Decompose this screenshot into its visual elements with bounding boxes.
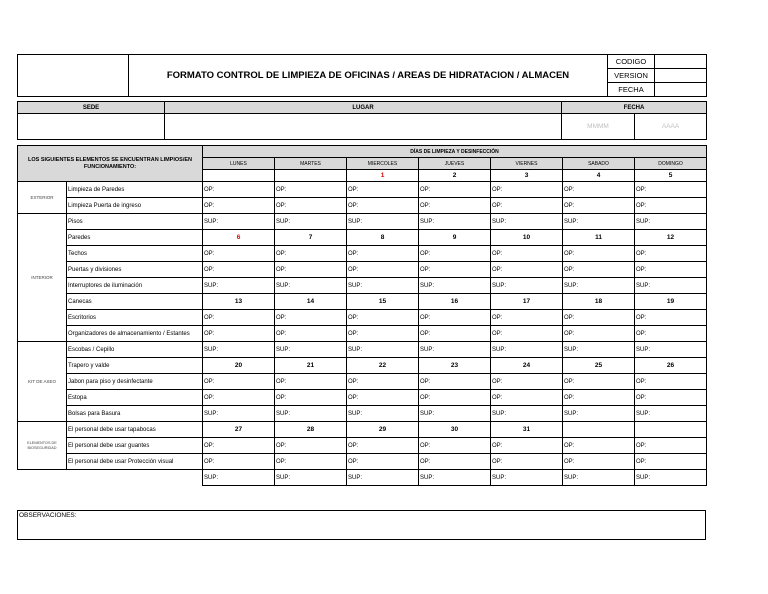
- op-cell[interactable]: OP:: [347, 374, 419, 390]
- sup-cell[interactable]: SUP:: [203, 278, 275, 294]
- op-cell[interactable]: OP:: [347, 310, 419, 326]
- sup-cell[interactable]: SUP:: [491, 406, 563, 422]
- item-label: Jabon para piso y desinfectante: [67, 374, 203, 390]
- op-cell[interactable]: OP:: [419, 262, 491, 278]
- day-number-cell: [635, 422, 707, 438]
- fecha-meta-value[interactable]: [655, 83, 707, 97]
- op-cell[interactable]: OP:: [491, 310, 563, 326]
- sede-header: SEDE: [18, 102, 165, 114]
- op-cell[interactable]: OP:: [491, 454, 563, 470]
- op-cell[interactable]: OP:: [203, 182, 275, 198]
- day-name-2: MIERCOLES: [347, 158, 419, 170]
- item-label: Limpieza Puerta de ingreso: [67, 198, 203, 214]
- item-label: Estopa: [67, 390, 203, 406]
- op-cell[interactable]: OP:: [347, 326, 419, 342]
- op-cell[interactable]: OP:: [419, 326, 491, 342]
- day-number-cell: 5: [635, 170, 707, 182]
- year-field[interactable]: AAAA: [635, 114, 707, 140]
- op-cell[interactable]: OP:: [275, 182, 347, 198]
- day-number-cell: 14: [275, 294, 347, 310]
- category-exterior: EXTERIOR: [18, 182, 67, 214]
- sup-cell[interactable]: SUP:: [563, 470, 635, 486]
- sup-cell[interactable]: SUP:: [491, 214, 563, 230]
- sup-cell[interactable]: SUP:: [275, 470, 347, 486]
- op-cell[interactable]: OP:: [635, 374, 707, 390]
- day-number-cell: 17: [491, 294, 563, 310]
- day-number-cell: 22: [347, 358, 419, 374]
- op-cell[interactable]: OP:: [491, 182, 563, 198]
- day-number-cell: 28: [275, 422, 347, 438]
- op-cell[interactable]: OP:: [635, 310, 707, 326]
- op-cell[interactable]: OP:: [419, 182, 491, 198]
- day-name-1: MARTES: [275, 158, 347, 170]
- day-number-cell: [203, 170, 275, 182]
- sup-cell[interactable]: SUP:: [635, 278, 707, 294]
- lugar-field[interactable]: [165, 114, 562, 140]
- sup-cell[interactable]: SUP:: [275, 214, 347, 230]
- op-cell[interactable]: OP:: [275, 198, 347, 214]
- op-cell[interactable]: OP:: [635, 390, 707, 406]
- days-header: DÍAS DE LIMPIEZA Y DESINFECCIÓN: [203, 146, 707, 158]
- op-cell[interactable]: OP:: [491, 438, 563, 454]
- op-cell[interactable]: OP:: [275, 374, 347, 390]
- sup-cell[interactable]: SUP:: [347, 406, 419, 422]
- day-name-3: JUEVES: [419, 158, 491, 170]
- op-cell[interactable]: OP:: [347, 198, 419, 214]
- day-name-4: VIERNES: [491, 158, 563, 170]
- item-label: El personal debe usar Protección visual: [67, 454, 203, 470]
- version-value[interactable]: [655, 69, 707, 83]
- item-label: Organizadores de almacenamiento / Estantes: [67, 326, 203, 342]
- op-cell[interactable]: OP:: [347, 390, 419, 406]
- sup-cell[interactable]: SUP:: [347, 342, 419, 358]
- op-cell[interactable]: OP:: [563, 246, 635, 262]
- day-number-cell: 16: [419, 294, 491, 310]
- day-number-cell: 26: [635, 358, 707, 374]
- sup-cell[interactable]: SUP:: [491, 278, 563, 294]
- sup-cell[interactable]: SUP:: [347, 470, 419, 486]
- op-cell[interactable]: OP:: [563, 454, 635, 470]
- op-cell[interactable]: OP:: [563, 198, 635, 214]
- op-cell[interactable]: OP:: [275, 390, 347, 406]
- op-cell[interactable]: OP:: [419, 198, 491, 214]
- op-cell[interactable]: OP:: [203, 438, 275, 454]
- day-name-0: LUNES: [203, 158, 275, 170]
- day-number-cell: 12: [635, 230, 707, 246]
- day-number-cell: 30: [419, 422, 491, 438]
- day-number-cell: 25: [563, 358, 635, 374]
- op-cell[interactable]: OP:: [491, 262, 563, 278]
- sup-cell[interactable]: SUP:: [419, 470, 491, 486]
- day-number-cell: 20: [203, 358, 275, 374]
- sup-cell[interactable]: SUP:: [203, 406, 275, 422]
- day-number-cell: 19: [635, 294, 707, 310]
- day-number-cell: 10: [491, 230, 563, 246]
- lead-text: LOS SIGUIENTES ELEMENTOS SE ENCUENTRAN LIMPIOS/EN FUNCIONAMIENTO:: [18, 146, 203, 182]
- sup-cell[interactable]: SUP:: [275, 342, 347, 358]
- sup-cell[interactable]: SUP:: [491, 470, 563, 486]
- item-label: Interruptores de iluminación: [67, 278, 203, 294]
- day-number-cell: 13: [203, 294, 275, 310]
- op-cell[interactable]: OP:: [635, 326, 707, 342]
- location-table: [17, 101, 707, 140]
- item-label: Paredes: [67, 230, 203, 246]
- item-label: Escritorios: [67, 310, 203, 326]
- op-cell[interactable]: OP:: [563, 182, 635, 198]
- op-cell[interactable]: OP:: [419, 246, 491, 262]
- op-cell[interactable]: OP:: [203, 374, 275, 390]
- item-label: Limpieza de Paredes: [67, 182, 203, 198]
- item-label: Bolsas para Basura: [67, 406, 203, 422]
- op-cell[interactable]: OP:: [203, 246, 275, 262]
- op-cell[interactable]: OP:: [347, 182, 419, 198]
- version-label: VERSION: [608, 69, 655, 83]
- sup-cell[interactable]: SUP:: [491, 342, 563, 358]
- spacer-cell: [18, 470, 203, 486]
- codigo-value[interactable]: [655, 55, 707, 69]
- op-cell[interactable]: OP:: [275, 454, 347, 470]
- op-cell[interactable]: OP:: [563, 374, 635, 390]
- op-cell[interactable]: OP:: [491, 246, 563, 262]
- item-label: Trapero y valde: [67, 358, 203, 374]
- sup-cell[interactable]: SUP:: [203, 214, 275, 230]
- sup-cell[interactable]: SUP:: [419, 342, 491, 358]
- sup-cell[interactable]: SUP:: [635, 214, 707, 230]
- day-number-cell: 11: [563, 230, 635, 246]
- category-bio: ELEMENTOS DE BIOSEGURIDAD: [18, 422, 67, 470]
- op-cell[interactable]: OP:: [203, 390, 275, 406]
- logo-box: [18, 55, 129, 97]
- op-cell[interactable]: OP:: [563, 438, 635, 454]
- day-number-cell: [563, 422, 635, 438]
- op-cell[interactable]: OP:: [563, 326, 635, 342]
- cleaning-grid: [17, 145, 707, 486]
- op-cell[interactable]: OP:: [347, 262, 419, 278]
- item-label: Canecas: [67, 294, 203, 310]
- document-title: FORMATO CONTROL DE LIMPIEZA DE OFICINAS / AREAS DE HIDRATACION / ALMACEN: [129, 55, 608, 97]
- sup-cell[interactable]: SUP:: [347, 278, 419, 294]
- op-cell[interactable]: OP:: [203, 454, 275, 470]
- month-field[interactable]: MMMM: [562, 114, 635, 140]
- day-number-cell: 27: [203, 422, 275, 438]
- sup-cell[interactable]: SUP:: [203, 342, 275, 358]
- observaciones-box[interactable]: [17, 510, 706, 540]
- day-number-cell: 31: [491, 422, 563, 438]
- sup-cell[interactable]: SUP:: [275, 406, 347, 422]
- fecha-header: FECHA: [562, 102, 707, 114]
- op-cell[interactable]: OP:: [635, 198, 707, 214]
- day-name-5: SABADO: [563, 158, 635, 170]
- op-cell[interactable]: OP:: [419, 310, 491, 326]
- day-number-cell: 15: [347, 294, 419, 310]
- day-number-cell: 21: [275, 358, 347, 374]
- op-cell[interactable]: OP:: [563, 310, 635, 326]
- op-cell[interactable]: OP:: [275, 310, 347, 326]
- day-number-cell: 9: [419, 230, 491, 246]
- sup-cell[interactable]: SUP:: [563, 214, 635, 230]
- sup-cell[interactable]: SUP:: [635, 342, 707, 358]
- sup-cell[interactable]: SUP:: [563, 342, 635, 358]
- sup-cell[interactable]: SUP:: [563, 406, 635, 422]
- op-cell[interactable]: OP:: [203, 326, 275, 342]
- sup-cell[interactable]: SUP:: [563, 278, 635, 294]
- day-number-cell: 2: [419, 170, 491, 182]
- day-number-cell: 3: [491, 170, 563, 182]
- op-cell[interactable]: OP:: [347, 454, 419, 470]
- day-number-cell: 4: [563, 170, 635, 182]
- op-cell[interactable]: OP:: [275, 326, 347, 342]
- day-number-cell: 29: [347, 422, 419, 438]
- op-cell[interactable]: OP:: [203, 310, 275, 326]
- op-cell[interactable]: OP:: [275, 262, 347, 278]
- item-label: Pisos: [67, 214, 203, 230]
- day-number-cell: [275, 170, 347, 182]
- item-label: Escobas / Cepillo: [67, 342, 203, 358]
- op-cell[interactable]: OP:: [491, 390, 563, 406]
- day-number-cell: 24: [491, 358, 563, 374]
- codigo-label: CODIGO: [608, 55, 655, 69]
- op-cell[interactable]: OP:: [491, 374, 563, 390]
- op-cell[interactable]: OP:: [203, 198, 275, 214]
- category-interior: INTERIOR: [18, 214, 67, 342]
- sup-cell[interactable]: SUP:: [635, 406, 707, 422]
- item-label: Puertas y divisiones: [67, 262, 203, 278]
- day-number-cell: 23: [419, 358, 491, 374]
- op-cell[interactable]: OP:: [347, 438, 419, 454]
- day-number-cell: 18: [563, 294, 635, 310]
- op-cell[interactable]: OP:: [635, 438, 707, 454]
- op-cell[interactable]: OP:: [347, 246, 419, 262]
- category-kit: KIT DE ASEO: [18, 342, 67, 422]
- op-cell[interactable]: OP:: [635, 454, 707, 470]
- op-cell[interactable]: OP:: [419, 454, 491, 470]
- item-label: Techos: [67, 246, 203, 262]
- op-cell[interactable]: OP:: [275, 246, 347, 262]
- observaciones-label: OBSERVACIONES:: [19, 512, 77, 519]
- item-label: El personal debe usar tapabocas: [67, 422, 203, 438]
- op-cell[interactable]: OP:: [275, 438, 347, 454]
- item-label: El personal debe usar guantes: [67, 438, 203, 454]
- document-header: [17, 54, 707, 97]
- op-cell[interactable]: OP:: [419, 374, 491, 390]
- sup-cell[interactable]: SUP:: [635, 470, 707, 486]
- op-cell[interactable]: OP:: [563, 390, 635, 406]
- op-cell[interactable]: OP:: [635, 182, 707, 198]
- op-cell[interactable]: OP:: [491, 326, 563, 342]
- day-number-cell: 1: [347, 170, 419, 182]
- sup-cell[interactable]: SUP:: [275, 278, 347, 294]
- lugar-header: LUGAR: [165, 102, 562, 114]
- op-cell[interactable]: OP:: [203, 262, 275, 278]
- op-cell[interactable]: OP:: [635, 246, 707, 262]
- op-cell[interactable]: OP:: [491, 198, 563, 214]
- sede-field[interactable]: [18, 114, 165, 140]
- sup-cell[interactable]: SUP:: [419, 406, 491, 422]
- sup-cell[interactable]: SUP:: [203, 470, 275, 486]
- sup-cell[interactable]: SUP:: [347, 214, 419, 230]
- op-cell[interactable]: OP:: [563, 262, 635, 278]
- fecha-meta-label: FECHA: [608, 83, 655, 97]
- op-cell[interactable]: OP:: [635, 262, 707, 278]
- day-number-cell: 6: [203, 230, 275, 246]
- sup-cell[interactable]: SUP:: [419, 214, 491, 230]
- sup-cell[interactable]: SUP:: [419, 278, 491, 294]
- day-number-cell: 8: [347, 230, 419, 246]
- day-name-6: DOMINGO: [635, 158, 707, 170]
- op-cell[interactable]: OP:: [419, 438, 491, 454]
- op-cell[interactable]: OP:: [419, 390, 491, 406]
- day-number-cell: 7: [275, 230, 347, 246]
